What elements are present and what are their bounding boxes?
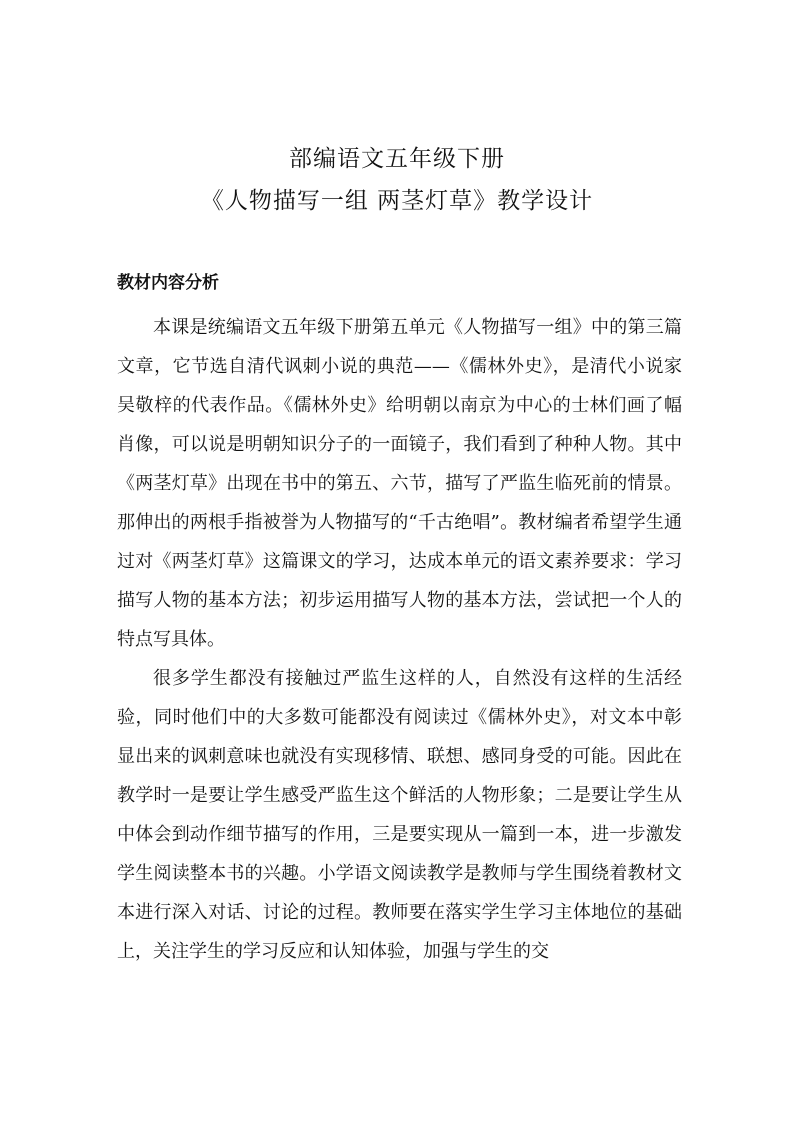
document-title-line2: 《人物描写一组 两茎灯草》教学设计 [200, 188, 594, 214]
paragraph-1: 本课是统编语文五年级下册第五单元《人物描写一组》中的第三篇文章，它节选自清代讽刺小说的典范——《儒林外史》，是清代小说家吴敬梓的代表作品。《儒林外史》给明朝以南京为中心的士林们画了幅肖像，可以说是明朝知识分子的一面镜子，我们看到了种种人物。其中《两茎灯草》出现在书中的第五、六节，描写了严监生临死前的情景。那伸出的两根手指被誉为人物描写的“千古绝唱”。教材编者希望学生通过对《两茎灯草》这篇课文的学习，达成本单元的语文素养要求：学习描写人物的基本方法；初步运用描写人物的基本方法，尝试把一个人的特点写具体。 [117, 317, 682, 650]
section-heading: 教材内容分析 [117, 273, 219, 293]
document-title-line1: 部编语文五年级下册 [289, 146, 505, 172]
paragraph-2: 很多学生都没有接触过严监生这样的人，自然没有这样的生活经验，同时他们中的大多数可能都没有阅读过《儒林外史》，对文本中彰显出来的讽刺意味也就没有实现移情、联想、感同身受的可能。因此在教学时一是要让学生感受严监生这个鲜活的人物形象；二是要让学生从中体会到动作细节描写的作用，三是要实现从一篇到一本，进一步激发学生阅读整本书的兴趣。小学语文阅读教学是教师与学生围绕着教材文本进行深入对话、讨论的过程。教师要在落实学生学习主体地位的基础上，关注学生的学习反应和认知体验，加强与学生的交 [117, 668, 682, 962]
document-body [117, 308, 682, 971]
